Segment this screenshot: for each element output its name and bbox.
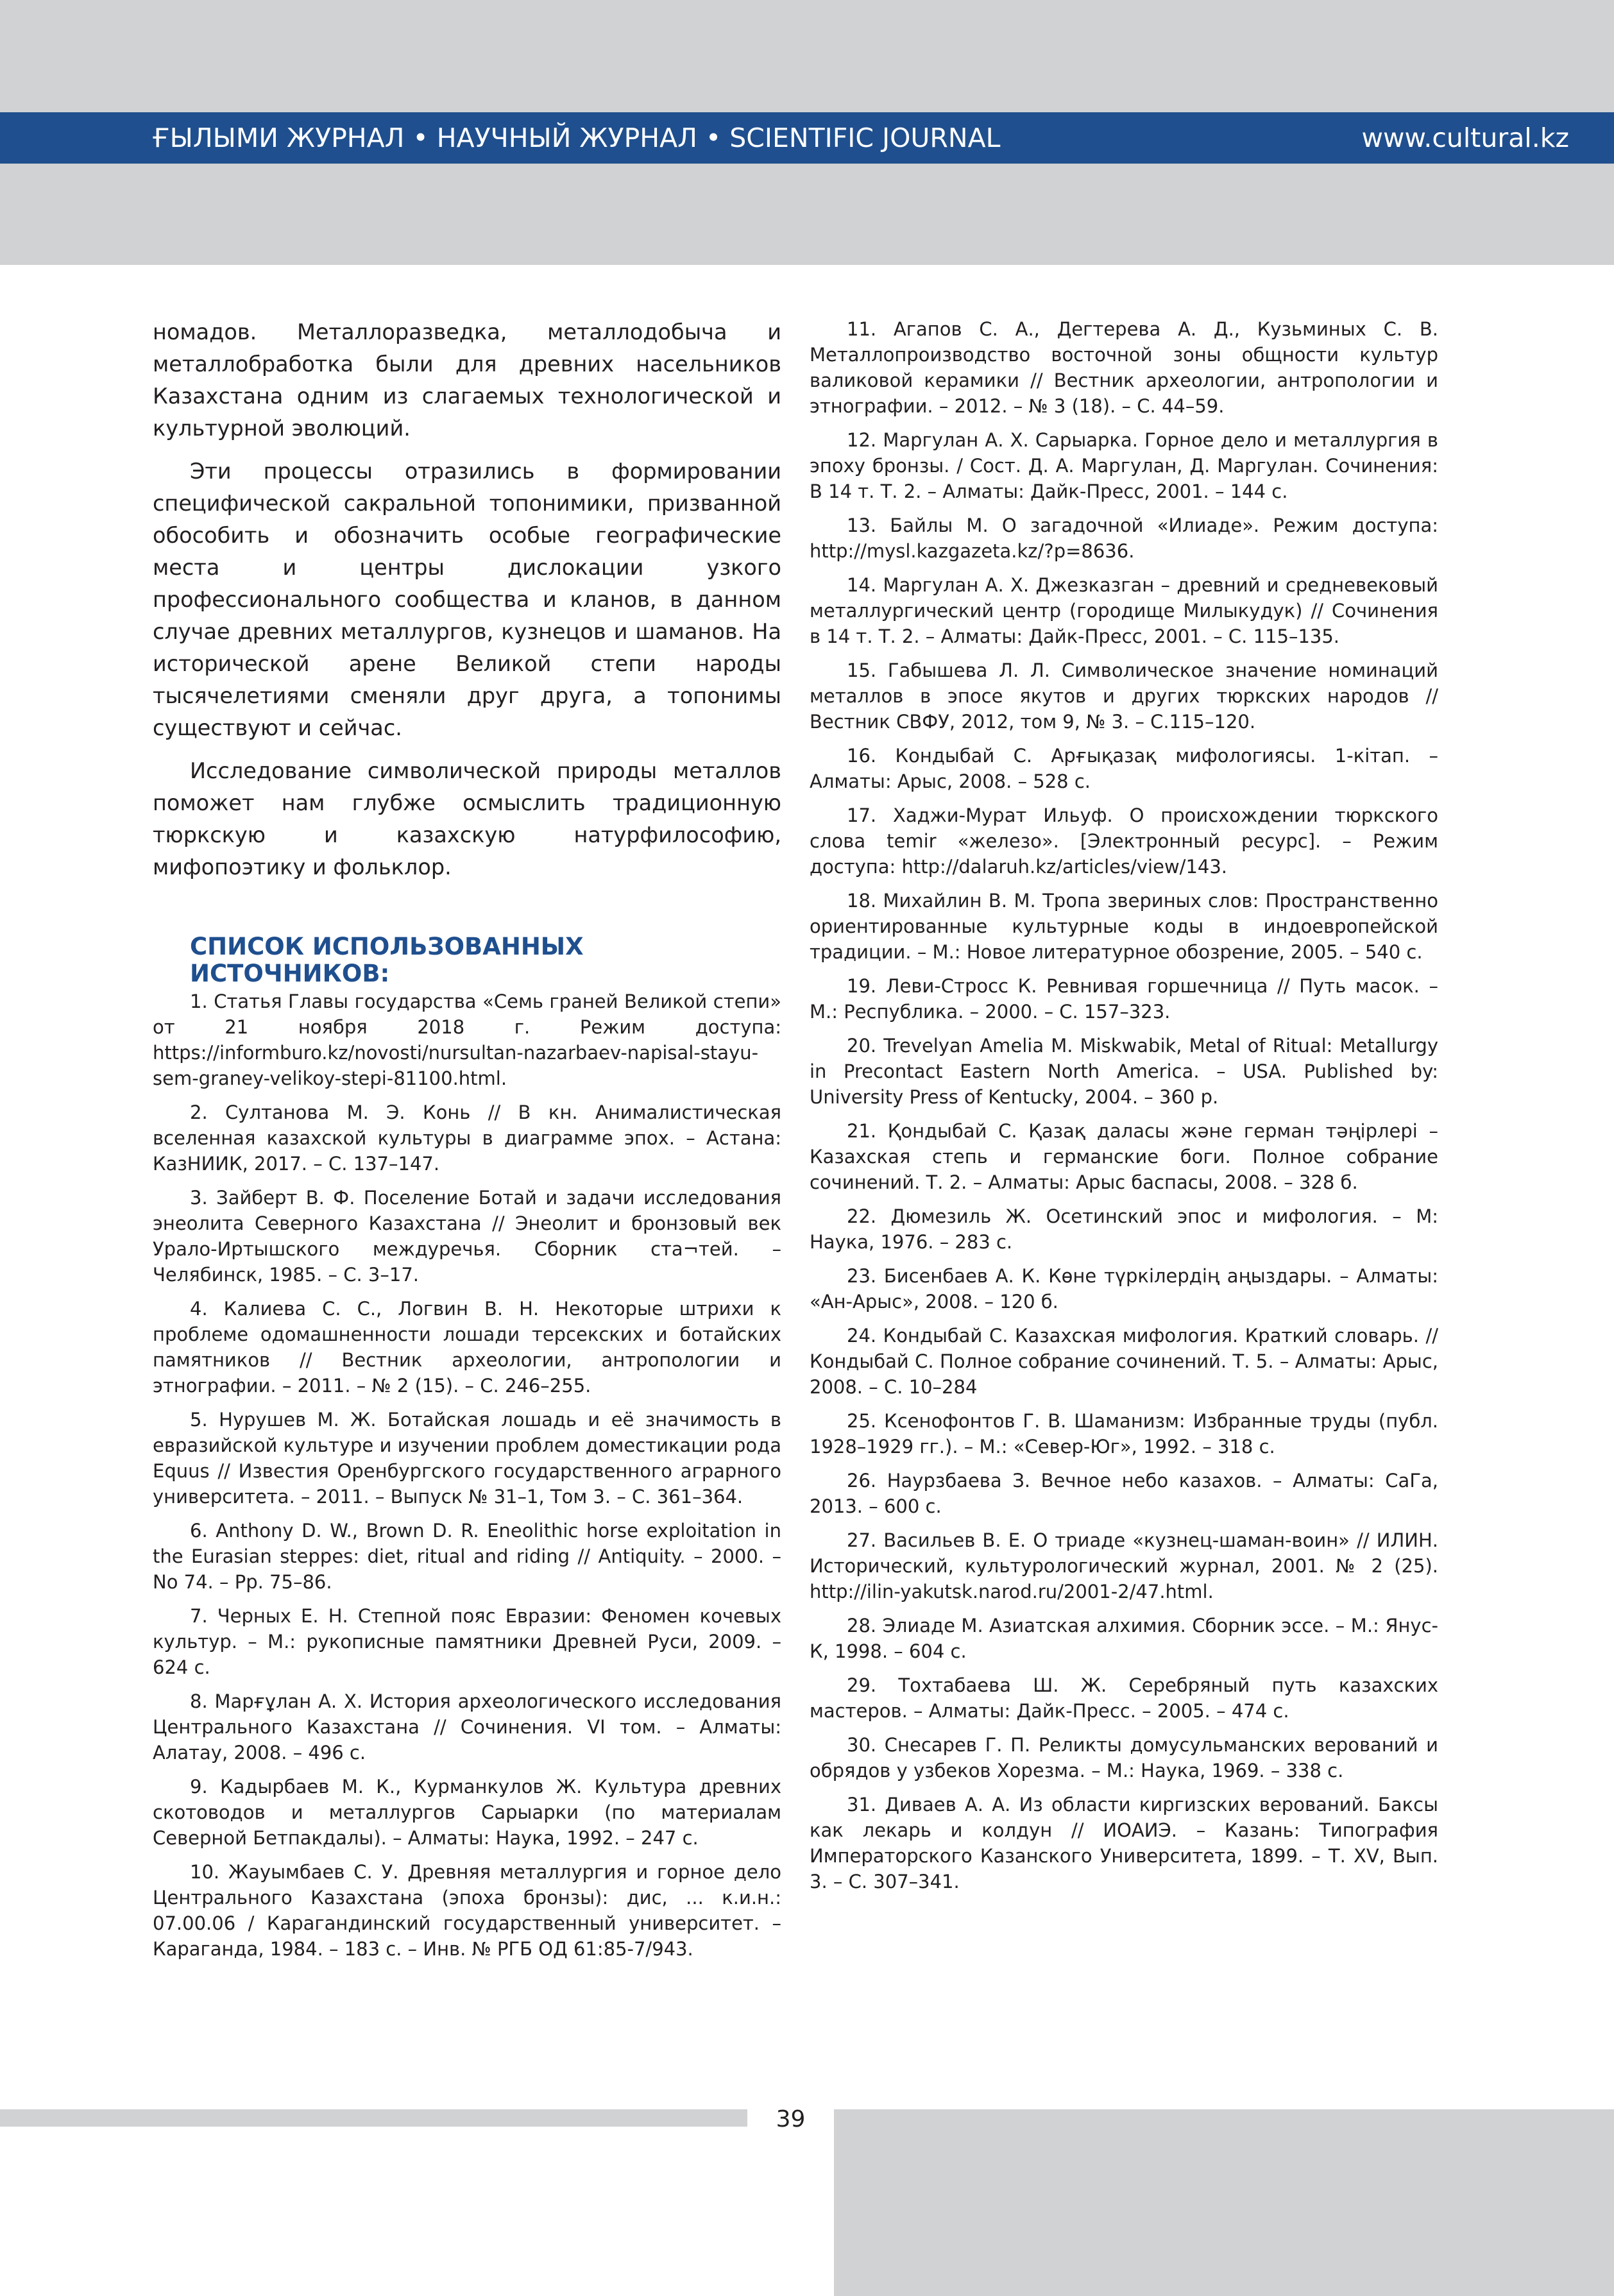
references-heading: СПИСОК ИСПОЛЬЗОВАННЫХ ИСТОЧНИКОВ: (190, 933, 584, 987)
reference-item: 1. Статья Главы государства «Семь граней Великой степи» от 21 ноября 2018 г. Режим доступа: https://informburo.kz/novosti/nursultan-nazarbaev-napisal-stayu-sem-graney-velikoy-stepi-81100.html. (153, 991, 781, 1089)
reference-item: 24. Кондыбай С. Казахская мифология. Краткий словарь. // Кондыбай С. Полное собрание сочинений. Т. 5. – Алматы: Арыс, 2008. – С. 10–284 (810, 1325, 1438, 1398)
reference-item: 16. Кондыбай С. Арғықазақ мифологиясы. 1-кітап. – Алматы: Арыс, 2008. – 528 с. (810, 745, 1438, 792)
reference-item: 14. Маргулан А. Х. Джезказган – древний и средневековый металлургический центр (городище Милыкудук) // Сочинения в 14 т. Т. 2. – Алматы: Дайк-Пресс, 2001. – С. 115–135. (810, 574, 1438, 647)
reference-item: 8. Марғұлан А. Х. История археологического исследования Центрального Казахстана // Сочинения. VI том. – Алматы: Алатау, 2008. – 496 с. (153, 1690, 781, 1764)
left-column (153, 316, 781, 1970)
reference-item: 19. Леви-Стросс К. Ревнивая горшечница // Путь масок. – М.: Республика. – 2000. – С. 157–323. (810, 975, 1438, 1023)
right-column (810, 316, 1438, 1903)
body-paragraph-2: Эти процессы отразились в формировании специфической сакральной топонимики, призванной обособить и обозначить особые географические места и центры дислокации узкого профессионального сообщества и кланов, в данном случае древних металлургов, кузнецов и шаманов. На исторической арене Великой степи народы тысячелетиями сменяли друг друга, а топонимы существуют и сейчас. (153, 459, 781, 740)
reference-item: 9. Кадырбаев М. К., Курманкулов Ж. Культура древних скотоводов и металлургов Сарыарки (по материалам Северной Бетпакдалы). – Алматы: Наука, 1992. – 247 с. (153, 1776, 781, 1849)
reference-item: 12. Маргулан А. Х. Сарыарка. Горное дело и металлургия в эпоху бронзы. / Сост. Д. А. Маргулан, Д. Маргулан. Сочинения: В 14 т. Т. 2. – Алматы: Дайк-Пресс, 2001. – 144 с. (810, 429, 1438, 502)
reference-item: 10. Жауымбаев С. У. Древняя металлургия и горное дело Центрального Казахстана (эпоха бронзы): дис, ... к.и.н.: 07.00.06 / Карагандинский государственный университет. – Караганда, 1984. – 183 с. – Инв. № РГБ ОД 61:85-7/943. (153, 1861, 781, 1960)
journal-header-band (0, 112, 1614, 164)
reference-item: 21. Қондыбай С. Қазақ даласы және герман тәңірлері – Казахская степь и германские боги. Полное собрание сочинений. Т. 2. – Алматы: Арыс баспасы, 2008. – 328 б. (810, 1120, 1438, 1193)
reference-item: 11. Агапов С. А., Дегтерева А. Д., Кузьминых С. В. Металлопроизводство восточной зоны общности культур валиковой керамики // Вестник археологии, антропологии и этнографии. – 2012. – № 3 (18). – С. 44–59. (810, 318, 1438, 417)
reference-item: 2. Султанова М. Э. Конь // В кн. Анималистическая вселенная казахской культуры в диаграмме эпох. – Астана: КазНИИК, 2017. – С. 137–147. (153, 1101, 781, 1175)
reference-item: 5. Нурушев М. Ж. Ботайская лошадь и её значимость в евразийской культуре и изучении проблем доместикации рода Equus // Известия Оренбургского государственного аграрного университета. – 2011. – Выпуск № 31–1, Том 3. – С. 361–364. (153, 1409, 781, 1508)
reference-item: 6. Anthony D. W., Brown D. R. Eneolithic horse exploitation in the Eurasian steppes: diet, ritual and riding // Antiquity. – 2000. – No 74. – Pp. 75–86. (153, 1520, 781, 1593)
reference-item: 22. Дюмезиль Ж. Осетинский эпос и мифология. – М: Наука, 1976. – 283 с. (810, 1205, 1438, 1253)
reference-item: 20. Trevelyan Amelia M. Miskwabik, Metal of Ritual: Metallurgy in Precontact Eastern North America. – USA. Published by: University Press of Kentucky, 2004. – 360 p. (810, 1035, 1438, 1108)
reference-item: 13. Байлы М. О загадочной «Илиаде». Режим доступа: http://mysl.kazgazeta.kz/?p=8636. (810, 514, 1438, 562)
reference-item: 28. Элиаде М. Азиатская алхимия. Сборник эссе. – М.: Янус-К, 1998. – 604 с. (810, 1615, 1438, 1662)
page-number: 39 (776, 2106, 806, 2132)
footer-bar (0, 2109, 747, 2127)
reference-item: 26. Наурзбаева З. Вечное небо казахов. – Алматы: СаГа, 2013. – 600 с. (810, 1470, 1438, 1517)
reference-item: 25. Ксенофонтов Г. В. Шаманизм: Избранные труды (публ. 1928–1929 гг.). – М.: «Север-Юг», 1992. – 318 с. (810, 1410, 1438, 1458)
reference-item: 17. Хаджи-Мурат Ильуф. О происхождении тюркского слова temir «железо». [Электронный ресурс]. – Режим доступа: http://dalaruh.kz/articles/view/143. (810, 804, 1438, 878)
reference-item: 31. Диваев А. А. Из области киргизских верований. Баксы как лекарь и колдун // ИОАИЭ. – Казань: Типография Императорского Казанского Университета, 1899. – Т. XV, Вып. 3. – С. 307–341. (810, 1794, 1438, 1892)
reference-item: 18. Михайлин В. М. Тропа звериных слов: Пространственно ориентированные культурные коды в индоевропейской традиции. – М.: Новое литературное обозрение, 2005. – 540 с. (810, 890, 1438, 963)
reference-item: 3. Зайберт В. Ф. Поселение Ботай и задачи исследования энеолита Северного Казахстана // Энеолит и бронзовый век Урало-Иртышского междуречья. Сборник ста¬тей. – Челябинск, 1985. – С. 3–17. (153, 1187, 781, 1286)
body-paragraph-1: номадов. Металлоразведка, металлодобыча и металлобработка были для древних насельников Казахстана одним из слагаемых технологической и культурной эволюций. (153, 319, 781, 441)
journal-title: ҒЫЛЫМИ ЖУРНАЛ • НАУЧНЫЙ ЖУРНАЛ • SCIENTIFIC JOURNAL (152, 123, 1001, 153)
footer-block (834, 2109, 1614, 2296)
reference-item: 23. Бисенбаев А. К. Көне түркілердің аңыздары. – Алматы: «Ан-Арыс», 2008. – 120 б. (810, 1265, 1438, 1313)
reference-item: 27. Васильев В. Е. О триаде «кузнец-шаман-воин» // ИЛИН. Исторический, культурологический журнал, 2001. № 2 (25). http://ilin-yakutsk.narod.ru/2001-2/47.html. (810, 1529, 1438, 1603)
journal-url[interactable]: www.cultural.kz (1361, 123, 1569, 153)
body-paragraph-3: Исследование символической природы металлов поможет нам глубже осмыслить традиционную тюркскую и казахскую натурфилософию, мифопоэтику и фольклор. (153, 758, 781, 880)
reference-item: 15. Габышева Л. Л. Символическое значение номинаций металлов в эпосе якутов и других тюркских народов // Вестник СВФУ, 2012, том 9, № 3. – С.115–120. (810, 659, 1438, 733)
reference-item: 30. Снесарев Г. П. Реликты домусульманских верований и обрядов у узбеков Хорезма. – М.: Наука, 1969. – 338 с. (810, 1734, 1438, 1782)
reference-item: 4. Калиева С. С., Логвин В. Н. Некоторые штрихи к проблеме одомашненности лошади терсекских и ботайских памятников // Вестник археологии, антропологии и этнографии. – 2011. – № 2 (15). – С. 246–255. (153, 1298, 781, 1397)
reference-item: 29. Тохтабаева Ш. Ж. Серебряный путь казахских мастеров. – Алматы: Дайк-Пресс. – 2005. – 474 с. (810, 1674, 1438, 1722)
reference-item: 7. Черных Е. Н. Степной пояс Евразии: Феномен кочевых культур. – М.: рукописные памятники Древней Руси, 2009. – 624 с. (153, 1605, 781, 1678)
